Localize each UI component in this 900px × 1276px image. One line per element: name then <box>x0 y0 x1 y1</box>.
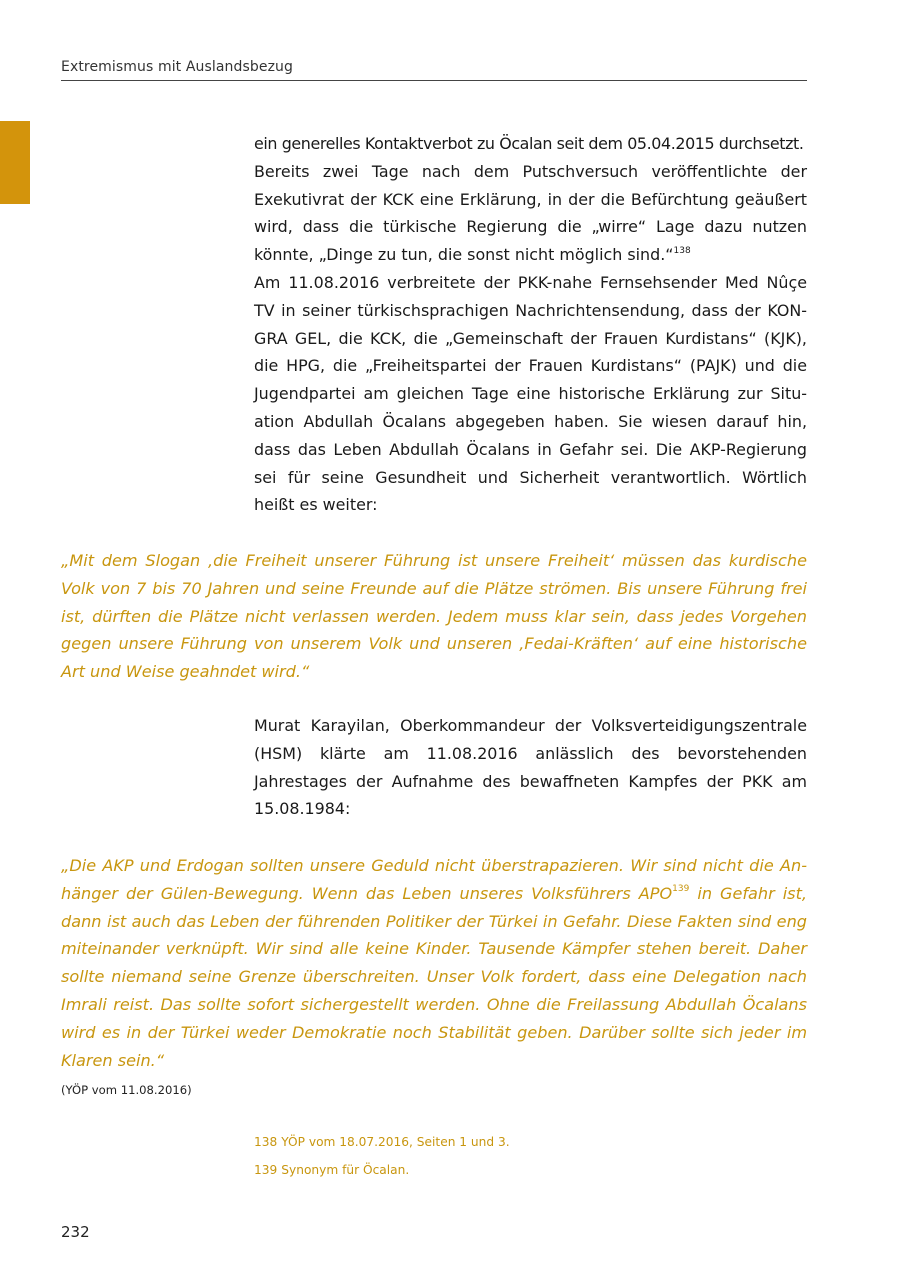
chapter-side-tab <box>0 121 30 204</box>
body-paragraph-2: Am 11.08.2016 verbreitete der PKK-nahe Fernsehsender Med Nûçe TV in seiner türkischsprachigen Nachrichtensendung, dass der KONGRA GEL, die KCK, die „Gemeinschaft der Frauen Kurdistans“ (KJK), die HPG, die „Freiheitspartei der Frauen Kurdistans“ (PAJK) und die Jugendpartei am gleichen Tage eine historische Erklärung zur Situation Abdullah Öcalans abgegeben haben. Sie wiesen darauf hin, dass das Leben Abdullah Öcalans in Gefahr sei. Die AKP-Regierung sei für seine Gesundheit und Sicherheit verantwortlich. Wörtlich heißt es weiter: <box>254 272 807 515</box>
footnote-ref-138[interactable]: 138 <box>673 245 691 256</box>
footnote-text: Synonym für Öcalan. <box>281 1163 410 1177</box>
body-text-block-2 <box>254 712 807 823</box>
footnote-ref-139[interactable]: 139 <box>672 884 690 895</box>
footnote-number: 139 <box>254 1163 278 1177</box>
footnote-text: YÖP vom 18.07.2016, Seiten 1 und 3. <box>281 1135 510 1149</box>
body-paragraph-1-text: Bereits zwei Tage nach dem Putschversuch veröffentlichte der Exekutivrat der KCK eine Erklärung, in der die Befürchtung geäußert wird, dass die türkische Regierung die „wirre“ Lage dazu nutzen könnte, „Dinge zu tun, die sonst nicht möglich sind.“ <box>254 161 807 265</box>
quote-block-1: „Mit dem Slogan ‚die Freiheit unserer Führung ist unsere Freiheit‘ müssen das kurdische Volk von 7 bis 70 Jahren und seine Freunde auf die Plätze strömen. Bis unsere Führung frei ist, dürften die Plätze nicht verlassen werden. Jedem muss klar sein, dass jedes Vorgehen gegen unsere Führung von unserem Volk und unseren ‚Fedai-Kräften‘ auf eine historische Art und Weise geahndet wird.“ <box>61 551 807 682</box>
quote-block-2 <box>61 852 807 1074</box>
footnote-138 <box>254 1134 807 1150</box>
quote-2-text-b: in Gefahr ist, dann ist auch das Leben der führenden Politiker der Türkei in Gefahr. Diese Fakten sind eng miteinander verknüpft. Wir sind alle keine Kinder. Tausende Kämpfer stehen bereit. Daher sollte niemand seine Grenze überschreiten. Unser Volk fordert, dass eine Delegation nach Imrali reist. Das sollte sofort sichergestellt werden. Ohne die Freilassung Abdullah Öcalans wird es in der Türkei weder Demokratie noch Stabilität geben. Darüber sollte sich jeder im Klaren sein.“ <box>61 883 807 1070</box>
running-title: Extremismus mit Auslandsbezug <box>61 59 293 75</box>
quote-2-text-a: „Die AKP und Erdogan sollten unsere Geduld nicht überstrapazieren. Wir sind nicht die Anhänger der Gülen-Bewegung. Wenn das Leben unseres Volksführers APO <box>61 856 807 903</box>
page-number: 232 <box>61 1223 90 1241</box>
body-text-block-1 <box>254 130 807 519</box>
footnote-139 <box>254 1162 807 1178</box>
body-line-continuation: ein generelles Kontaktverbot zu Öcalan seit dem 05.04.2015 durchsetzt. <box>254 134 804 153</box>
footnotes <box>254 1134 807 1190</box>
footnote-number: 138 <box>254 1135 278 1149</box>
running-header <box>61 58 807 81</box>
body-paragraph-3: Murat Karayilan, Oberkommandeur der Volksverteidigungszentrale (HSM) klärte am 11.08.2016 anlässlich des bevorstehenden Jahrestages der Aufnahme des bewaffneten Kampfes der PKK am 15.08.1984: <box>254 716 807 819</box>
quote-source: (YÖP vom 11.08.2016) <box>61 1083 192 1097</box>
body-paragraph-1 <box>254 158 807 269</box>
